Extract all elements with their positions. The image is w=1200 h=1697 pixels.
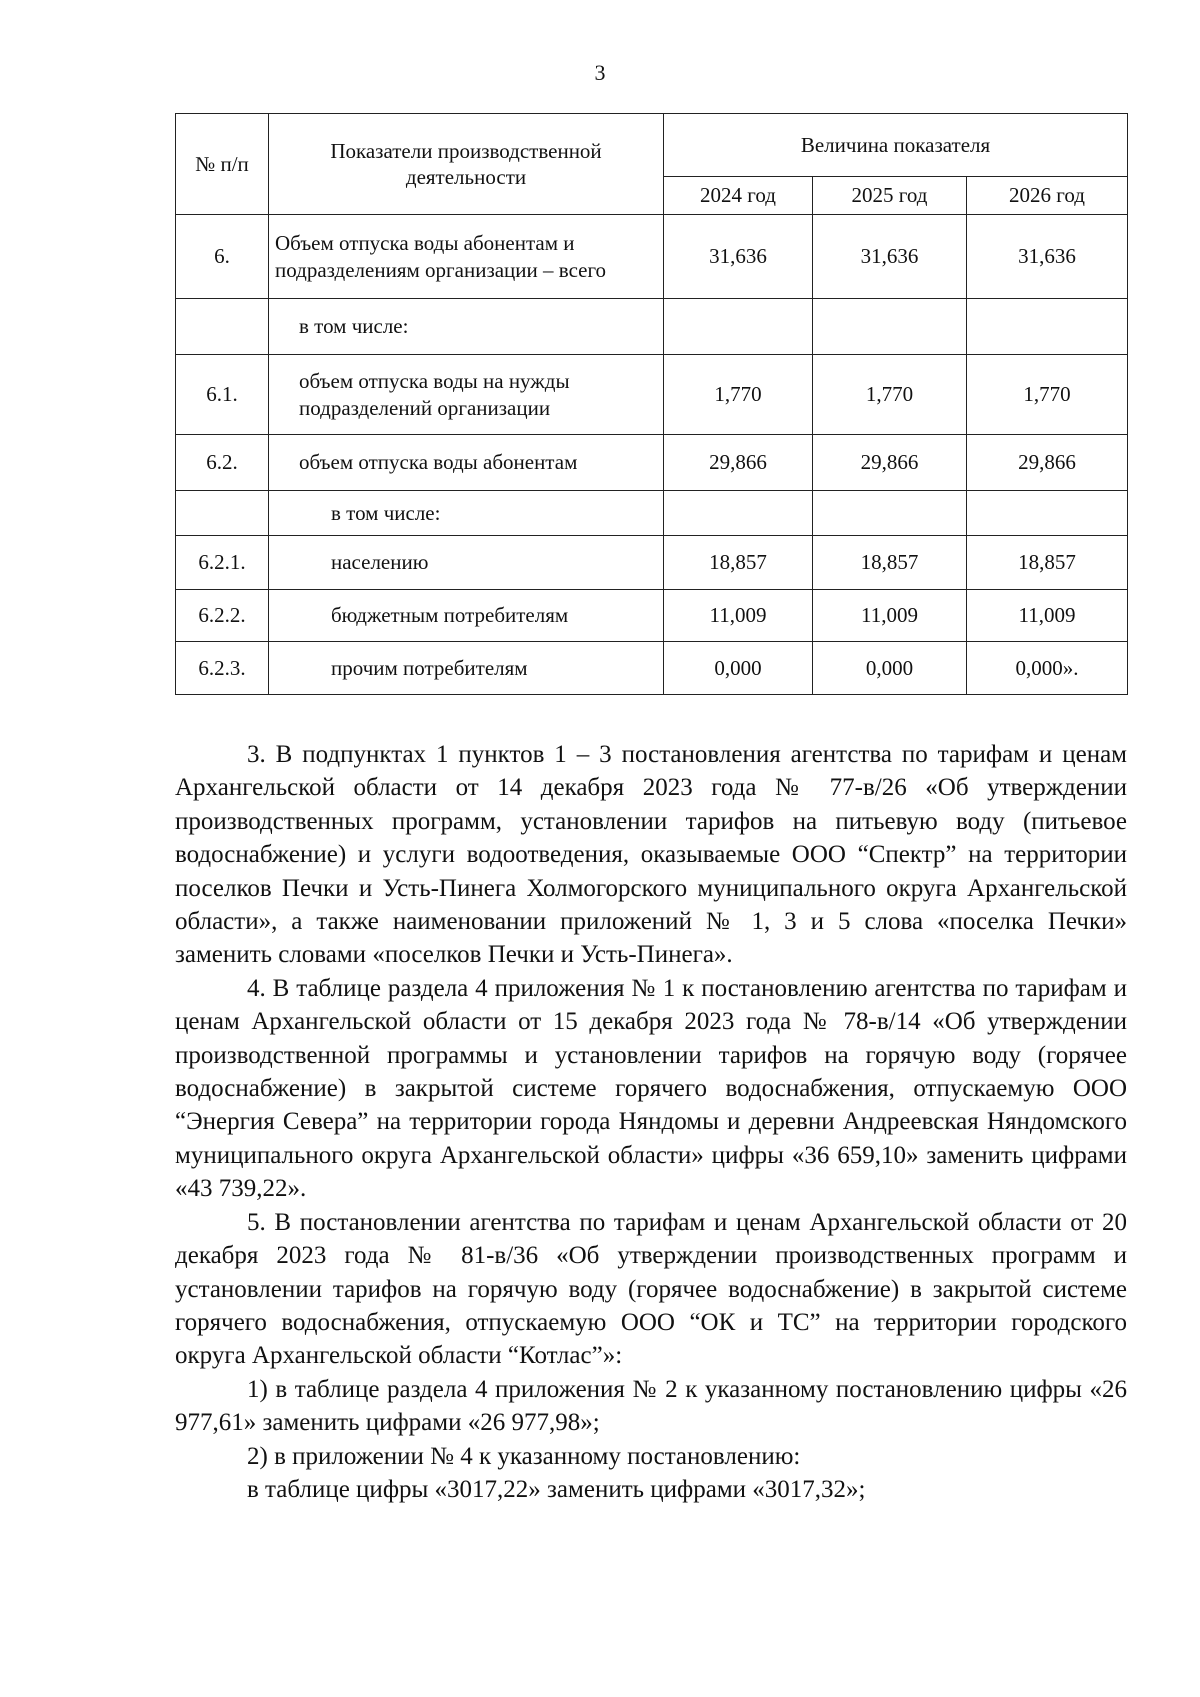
value-2025: 0,000 xyxy=(813,642,967,695)
row-number: 6.2.2. xyxy=(176,590,269,642)
row-number xyxy=(176,491,269,536)
row-label: объем отпуска воды на нужды подразделений организации xyxy=(269,355,664,435)
table-row xyxy=(176,215,1128,299)
row-label: в том числе: xyxy=(269,491,664,536)
value-2026 xyxy=(967,491,1128,536)
value-2024: 18,857 xyxy=(664,536,813,590)
indicators-table xyxy=(175,113,1128,695)
row-number: 6.2.3. xyxy=(176,642,269,695)
header-indicators: Показатели производственной деятельности xyxy=(269,114,664,215)
body-text xyxy=(175,738,1127,1506)
table-row xyxy=(176,355,1128,435)
value-2024 xyxy=(664,491,813,536)
value-2025: 18,857 xyxy=(813,536,967,590)
table-row xyxy=(176,642,1128,695)
value-2024: 11,009 xyxy=(664,590,813,642)
table-row xyxy=(176,491,1128,536)
row-label: населению xyxy=(269,536,664,590)
value-2024: 31,636 xyxy=(664,215,813,299)
table-row xyxy=(176,536,1128,590)
value-2024: 29,866 xyxy=(664,435,813,491)
paragraph-5: 5. В постановлении агентства по тарифам и ценам Архангельской области от 20 декабря 2023 года № 81-в/36 «Об утверждении производственных программ и установлении тарифов на горячую воду (горячее водоснабжение) в закрытой системе горячего водоснабжения, отпускаемую ООО “ОК и ТС” на территории городского округа Архангельской области “Котлас”»: xyxy=(175,1208,1127,1370)
header-value-group: Величина показателя xyxy=(664,114,1128,177)
header-year-2026: 2026 год xyxy=(967,177,1128,215)
paragraph-5-item-1: 1) в таблице раздела 4 приложения № 2 к указанному постановлению цифры «26 977,61» заменить цифрами «26 977,98»; xyxy=(175,1375,1127,1437)
row-label: прочим потребителям xyxy=(269,642,664,695)
value-2026: 0,000». xyxy=(967,642,1128,695)
header-year-2024: 2024 год xyxy=(664,177,813,215)
value-2026: 18,857 xyxy=(967,536,1128,590)
value-2024: 1,770 xyxy=(664,355,813,435)
row-number: 6.2. xyxy=(176,435,269,491)
header-num: № п/п xyxy=(176,114,269,215)
value-2026 xyxy=(967,299,1128,355)
row-label: в том числе: xyxy=(269,299,664,355)
value-2025: 1,770 xyxy=(813,355,967,435)
table-row xyxy=(176,590,1128,642)
value-2026: 29,866 xyxy=(967,435,1128,491)
paragraph-5-item-2-detail: в таблице цифры «3017,22» заменить цифрами «3017,32»; xyxy=(247,1475,866,1503)
value-2025: 31,636 xyxy=(813,215,967,299)
header-year-2025: 2025 год xyxy=(813,177,967,215)
paragraph-4: 4. В таблице раздела 4 приложения № 1 к постановлению агентства по тарифам и ценам Архангельской области от 15 декабря 2023 года № 78-в/14 «Об утверждении производственной программы и установлении тарифов на горячую воду (горячее водоснабжение) в закрытой системе горячего водоснабжения, отпускаемую ООО “Энергия Севера” на территории города Няндомы и деревни Андреевская Няндомского муниципального округа Архангельской области» цифры «36 659,10» заменить цифрами «43 739,22». xyxy=(175,974,1127,1203)
value-2026: 1,770 xyxy=(967,355,1128,435)
value-2025 xyxy=(813,491,967,536)
row-number xyxy=(176,299,269,355)
value-2025: 11,009 xyxy=(813,590,967,642)
paragraph-3: 3. В подпунктах 1 пунктов 1 – 3 постановления агентства по тарифам и ценам Архангельской области от 14 декабря 2023 года № 77-в/26 «Об утверждении производственных программ, установлении тарифов на питьевую воду (питьевое водоснабжение) и услуги водоотведения, оказываемые ООО “Спектр” на территории поселков Печки и Усть-Пинега Холмогорского муниципального округа Архангельской области», а также наименовании приложений № 1, 3 и 5 слова «поселка Печки» заменить словами «поселков Печки и Усть-Пинега». xyxy=(175,741,1127,969)
value-2024: 0,000 xyxy=(664,642,813,695)
value-2025 xyxy=(813,299,967,355)
value-2026: 11,009 xyxy=(967,590,1128,642)
table-row xyxy=(176,299,1128,355)
table-row xyxy=(176,435,1128,491)
row-number: 6.1. xyxy=(176,355,269,435)
paragraph-5-item-2: 2) в приложении № 4 к указанному постановлению: xyxy=(247,1442,801,1470)
row-label: объем отпуска воды абонентам xyxy=(269,435,664,491)
row-number: 6.2.1. xyxy=(176,536,269,590)
value-2025: 29,866 xyxy=(813,435,967,491)
page-number: 3 xyxy=(594,60,606,85)
row-label: Объем отпуска воды абонентам и подразделениям организации – всего xyxy=(269,215,664,299)
value-2024 xyxy=(664,299,813,355)
row-number: 6. xyxy=(176,215,269,299)
value-2026: 31,636 xyxy=(967,215,1128,299)
row-label: бюджетным потребителям xyxy=(269,590,664,642)
